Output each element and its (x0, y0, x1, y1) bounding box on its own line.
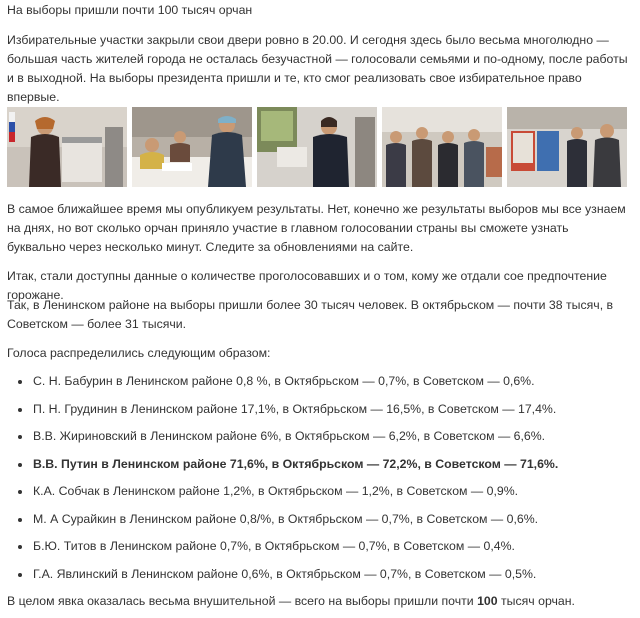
vote-item: В.В. Жириновский в Ленинском районе 6%, в Октябрьском — 6,2%, в Советском — 6,6%. (15, 427, 615, 455)
vote-item: М. А Сурайкин в Ленинском районе 0,8/%, в Октябрьском — 0,7%, в Советском — 0,6%. (15, 510, 615, 538)
gallery-photo-3[interactable] (257, 107, 377, 187)
intro-paragraph: Избирательные участки закрыли свои двери ровно в 20.00. И сегодня здесь было весьма многолюдно — большая часть жителей города не осталась безучастной — голосовали семьями и по-одному, после работы и в выходной. На выборы президента пришли и те, кто смог реализовать свое избирательное право впервые. (7, 33, 628, 104)
closing-paragraph (7, 592, 629, 611)
vote-item-highlighted: В.В. Путин в Ленинском районе 71,6%, в Октябрьском — 72,2%, в Советском — 71,6%. (15, 455, 615, 483)
vote-item: Б.Ю. Титов в Ленинском районе 0,7%, в Октябрьском — 0,7%, в Советском — 0,4%. (15, 537, 615, 565)
photo-1-image (7, 107, 127, 187)
article-title: На выборы пришли почти 100 тысяч орчан (7, 3, 253, 17)
photo-5-image (507, 107, 627, 187)
closing-text-before: В целом явка оказалась весьма внушительной — всего на выборы пришли почти (7, 594, 478, 608)
vote-item: С. Н. Бабурин в Ленинском районе 0,8 %, в Октябрьском — 0,7%, в Советском — 0,6%. (15, 372, 615, 400)
photo-4-image (382, 107, 502, 187)
gallery-photo-1[interactable] (7, 107, 127, 187)
vote-item: К.А. Собчак в Ленинском районе 1,2%, в Октябрьском — 1,2%, в Советском — 0,9%. (15, 482, 615, 510)
vote-item: Г.А. Явлинский в Ленинском районе 0,6%, в Октябрьском — 0,7%, в Советском — 0,5%. (15, 565, 615, 593)
gallery-photo-5[interactable] (507, 107, 627, 187)
districts-paragraph: Так, в Ленинском районе на выборы пришли более 30 тысяч человек. В октябрьском — почти 38 тысяч, в Советском — более 31 тысячи. (7, 298, 614, 331)
data-paragraph: Итак, стали доступны данные о количестве проголосовавших и о том, кому же отдали сое предпочтение горожане. (7, 269, 607, 302)
photo-3-image (257, 107, 377, 187)
vote-item: П. Н. Грудинин в Ленинском районе 17,1%, в Октябрьском — 16,5%, в Советском — 17,4%. (15, 400, 615, 428)
closing-text-after: тысяч орчан. (497, 594, 575, 608)
photo-gallery (7, 107, 627, 187)
votes-list (15, 372, 615, 592)
results-paragraph: В самое ближайшее время мы опубликуем результаты. Нет, конечно же результаты выборов мы все узнаем на днях, но вот сколько орчан приняло участие в главном голосовании страны вы сможете узнать буквально через несколько минут. Следите за обновлениями на сайте. (7, 202, 626, 254)
gallery-photo-2[interactable] (132, 107, 252, 187)
gallery-photo-4[interactable] (382, 107, 502, 187)
votes-intro: Голоса распределились следующим образом: (7, 346, 271, 360)
photo-2-image (132, 107, 252, 187)
closing-number: 100 (477, 594, 498, 608)
